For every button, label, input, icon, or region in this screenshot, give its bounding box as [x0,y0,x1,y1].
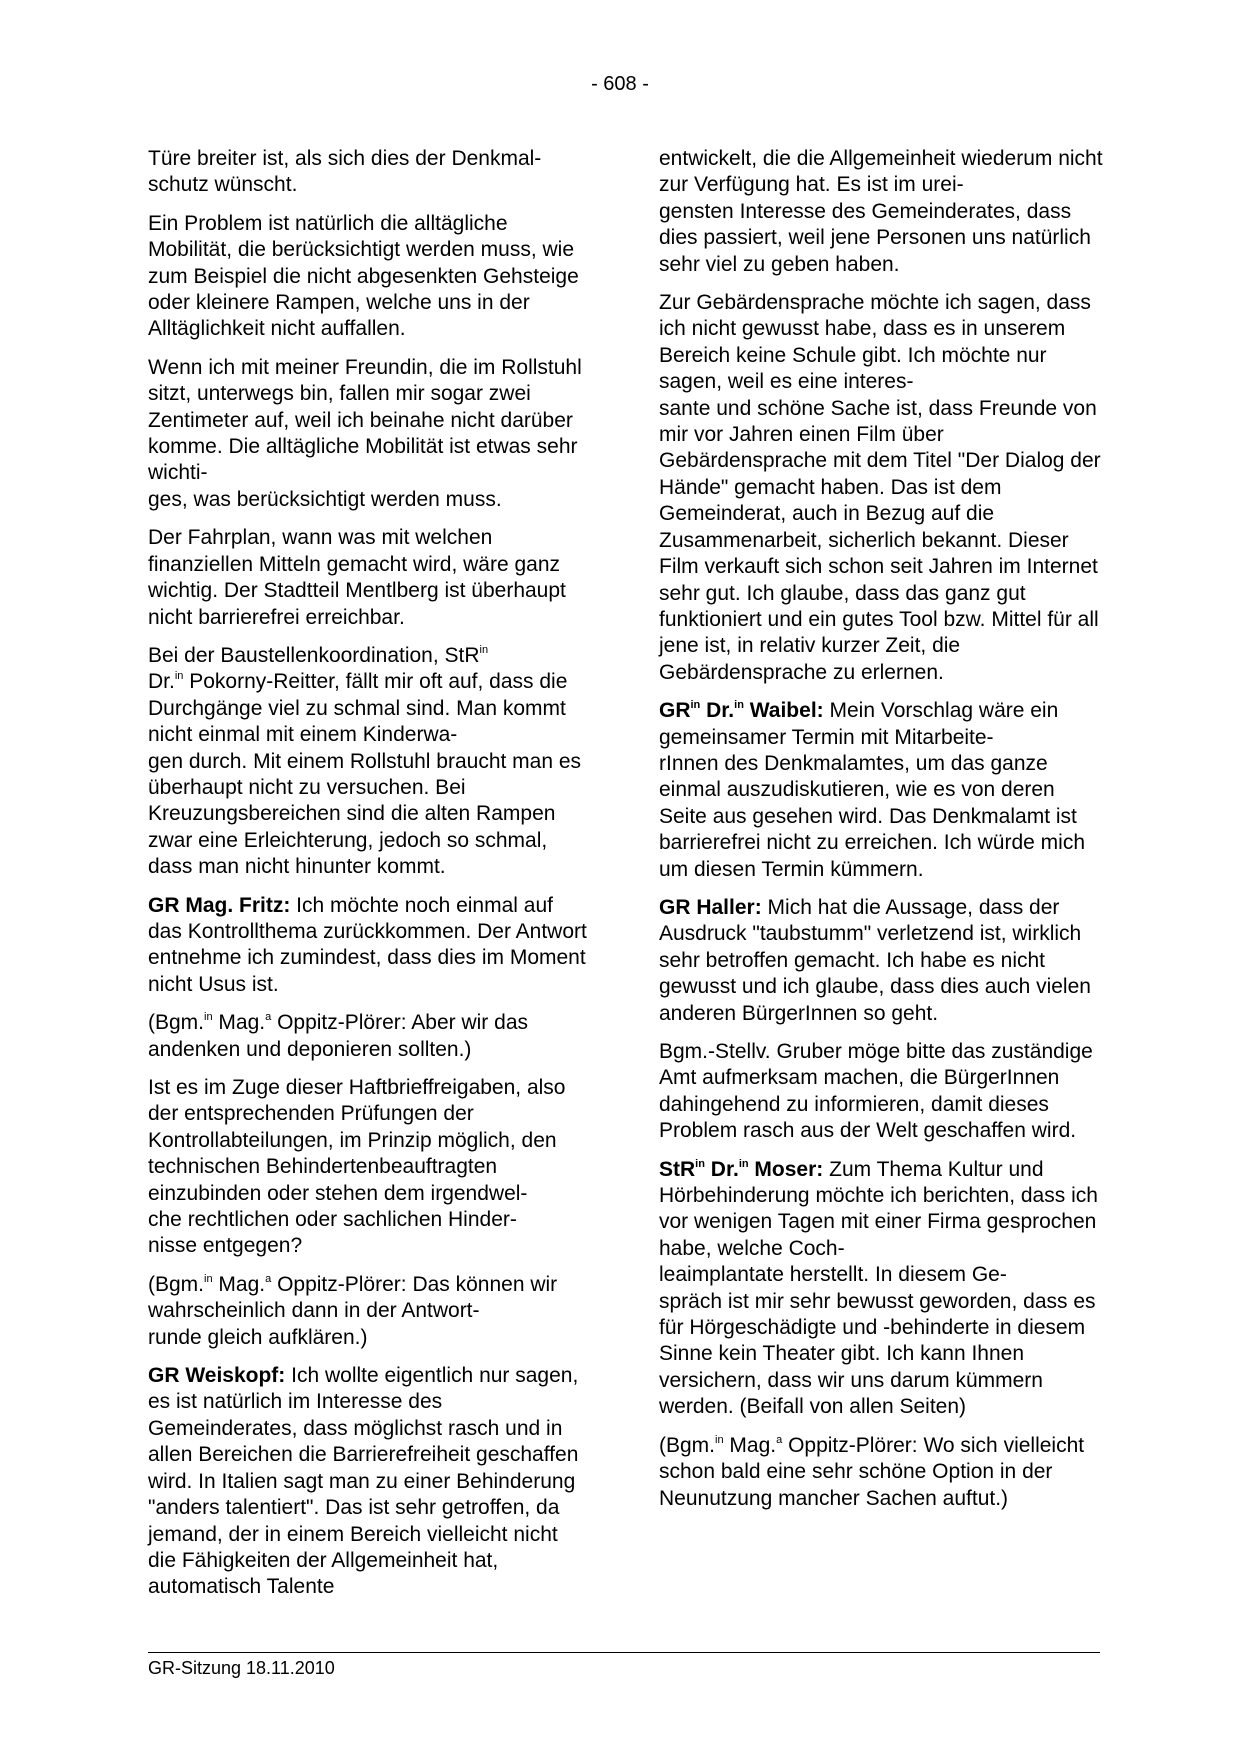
text: Moser: [748,1157,824,1181]
superscript: a [776,1433,783,1446]
text: Ich wollte eigentlich nur sagen, es ist natürlich im Interesse des Gemeinderates, dass möglichst rasch und in allen Bereichen die Barrierefreiheit geschaffen wird. In Italien sagt man zu einer Behinderung "anders talentiert". Das ist sehr getroffen, da jemand, der in einem Bereich vielleicht nicht die Fähigkeiten der Allgemeinheit hat, automatisch Talente [148,1364,579,1599]
paragraph [659,698,1104,883]
superscript: a [265,1011,272,1024]
paragraph [148,146,590,199]
text: Mein Vorschlag wäre ein gemeinsamer Termin mit Mitarbeite- rInnen des Denkmalamtes, um das ganze einmal auszudiskutieren, wie es von deren Seite aus gesehen wird. Das Denkmalamt ist barrierefrei nicht zu erreichen. Ich würde mich um diesen Termin kümmern. [659,699,1086,881]
text: entwickelt, die die Allgemeinheit wiederum nicht zur Verfügung hat. Es ist im urei- gensten Interesse des Gemeinderates, dass dies passiert, weil jene Personen uns natürlich sehr viel zu geben haben. [659,147,1103,276]
text: GR [659,699,691,723]
superscript: in [715,1433,724,1446]
superscript: in [204,1272,213,1285]
text: (Bgm. [659,1433,716,1457]
paragraph [148,525,590,631]
text: Zur Gebärdensprache möchte ich sagen, dass ich nicht gewusst habe, dass es in unserem Bereich keine Schule gibt. Ich möchte nur sagen, weil es eine interes- sante und schöne Sache ist, dass Freunde von mir vor Jahren einen Film über Gebärdensprache mit dem Titel "Der Dialog der Hände" gemacht haben. Das ist dem Gemeinderat, auch in Bezug auf die Zusammenarbeit, sicherlich bekannt. Dieser Film verkauft sich schon seit Jahren im Internet sehr gut. Ich glaube, dass das ganz gut funktioniert und ein gutes Tool bzw. Mittel für all jene ist, in relativ kurzer Zeit, die Gebärdensprache zu erlernen. [659,291,1101,684]
interjection [148,1272,590,1351]
superscript: in [479,643,489,656]
footer-divider [148,1652,1100,1653]
text: StR [659,1157,696,1181]
text: Oppitz-Plörer: Aber wir das andenken und deponieren sollten.) [148,1011,528,1061]
paragraph [148,355,590,513]
speaker-name: GR Weiskopf: [148,1364,286,1388]
text: Zum Thema Kultur und Hörbehinderung möchte ich berichten, dass ich vor wenigen Tagen mit einer Firma gesprochen habe, welche Coch- leaimplantate herstellt. In diesem Ge- spräch ist mir sehr bewusst geworden, dass es für Hörgeschädigte und -behinderte in diesem Sinne kein Theater gibt. Ich kann Ihnen versichern, dass wir uns darum kümmern werden. (Beifall von allen Seiten) [659,1157,1098,1419]
speaker-name: GR Mag. Fritz: [148,893,291,917]
text: Ich möchte noch einmal auf das Kontrollthema zurückkommen. Der Antwort entnehme ich zumindest, dass dies im Moment nicht Usus ist. [148,893,587,996]
superscript: in [695,1157,705,1170]
paragraph [148,1363,590,1601]
speaker-name: GR Haller: [659,895,762,919]
superscript: in [174,670,184,683]
speaker-name [659,699,824,722]
superscript: in [738,1157,749,1170]
text: Dr. [704,1157,739,1181]
text: Wenn ich mit meiner Freundin, die im Rollstuhl sitzt, unterwegs bin, fallen mir sogar zwei Zentimeter auf, weil ich beinahe nicht darüber komme. Die alltägliche Mobilität ist etwas sehr wichti- ges, was berücksichtigt werden muss. [148,355,582,511]
paragraph [659,290,1104,686]
paragraph [148,1075,590,1260]
text: Dr. [700,699,735,723]
page-number: - 608 - [591,73,649,95]
text: (Bgm. [148,1272,205,1296]
text: Mich hat die Aussage, dass der Ausdruck "taubstumm" verletzend ist, wirklich sehr betroffen gemacht. Ich habe es nicht gewusst und ich glaube, dass dies auch vielen anderen BürgerInnen so geht. [659,895,1091,1025]
text: Mag. [723,1433,777,1457]
text: Ist es im Zuge dieser Haftbrieffreigaben, also der entsprechenden Prüfungen der Kontrollabteilungen, im Prinzip möglich, den technischen Behindertenbeauftragten einzubinden oder stehen dem irgendwel- che rechtlichen oder sachlichen Hinder- nisse entgegen? [148,1076,566,1258]
speaker-name [659,1158,823,1181]
text: Mag. [212,1272,266,1296]
paragraph [659,1039,1104,1145]
paragraph [148,211,590,343]
text: Der Fahrplan, wann was mit welchen finanziellen Mitteln gemacht wird, wäre ganz wichtig. Der Stadtteil Mentlberg ist überhaupt nicht barrierefrei erreichbar. [148,526,566,629]
text: Türe breiter ist, als sich dies der Denkmal- schutz wünscht. [148,147,542,197]
text: Ein Problem ist natürlich die alltägliche Mobilität, die berücksichtigt werden muss, wie zum Beispiel die nicht abgesenkten Gehsteige oder kleinere Rampen, welche uns in der Alltäglichkeit nicht auffallen. [148,211,579,341]
text: Bei der Baustellenkoordination, StR [148,643,480,667]
superscript: in [204,1011,213,1024]
superscript: a [265,1272,272,1285]
paragraph [659,146,1104,278]
text: Pokorny-Reitter, fällt mir oft auf, dass die Durchgänge viel zu schmal sind. Man kommt nicht einmal mit einem Kinderwa- gen durch. Mit einem Rollstuhl braucht man es überhaupt nicht zu versuchen. Bei Kreuzungsbereichen sind die alten Rampen zwar eine Erleichterung, jedoch so schmal, dass man nicht hinunter kommt. [148,670,582,879]
superscript: in [690,699,701,712]
text: Oppitz-Plörer: Das können wir wahrscheinlich dann in der Antwort- runde gleich aufklären.) [148,1272,558,1349]
paragraph [148,643,590,881]
paragraph [659,895,1104,1027]
interjection [659,1433,1104,1512]
text: Dr. [148,670,175,694]
right-column [659,146,1104,1524]
paragraph [659,1157,1104,1421]
text: (Bgm. [148,1011,205,1035]
left-column [148,146,590,1613]
text: Oppitz-Plörer: Wo sich vielleicht schon bald eine sehr schöne Option in der Neunutzung mancher Sachen auftut.) [659,1433,1085,1510]
text: Mag. [212,1011,266,1035]
paragraph [148,893,590,999]
text: Waibel: [743,699,824,723]
superscript: in [734,699,744,712]
footer-text: GR-Sitzung 18.11.2010 [148,1658,335,1678]
interjection [148,1010,590,1063]
text: Bgm.-Stellv. Gruber möge bitte das zuständige Amt aufmerksam machen, die BürgerInnen dahingehend zu informieren, damit dieses Problem rasch aus der Welt geschaffen wird. [659,1040,1093,1143]
